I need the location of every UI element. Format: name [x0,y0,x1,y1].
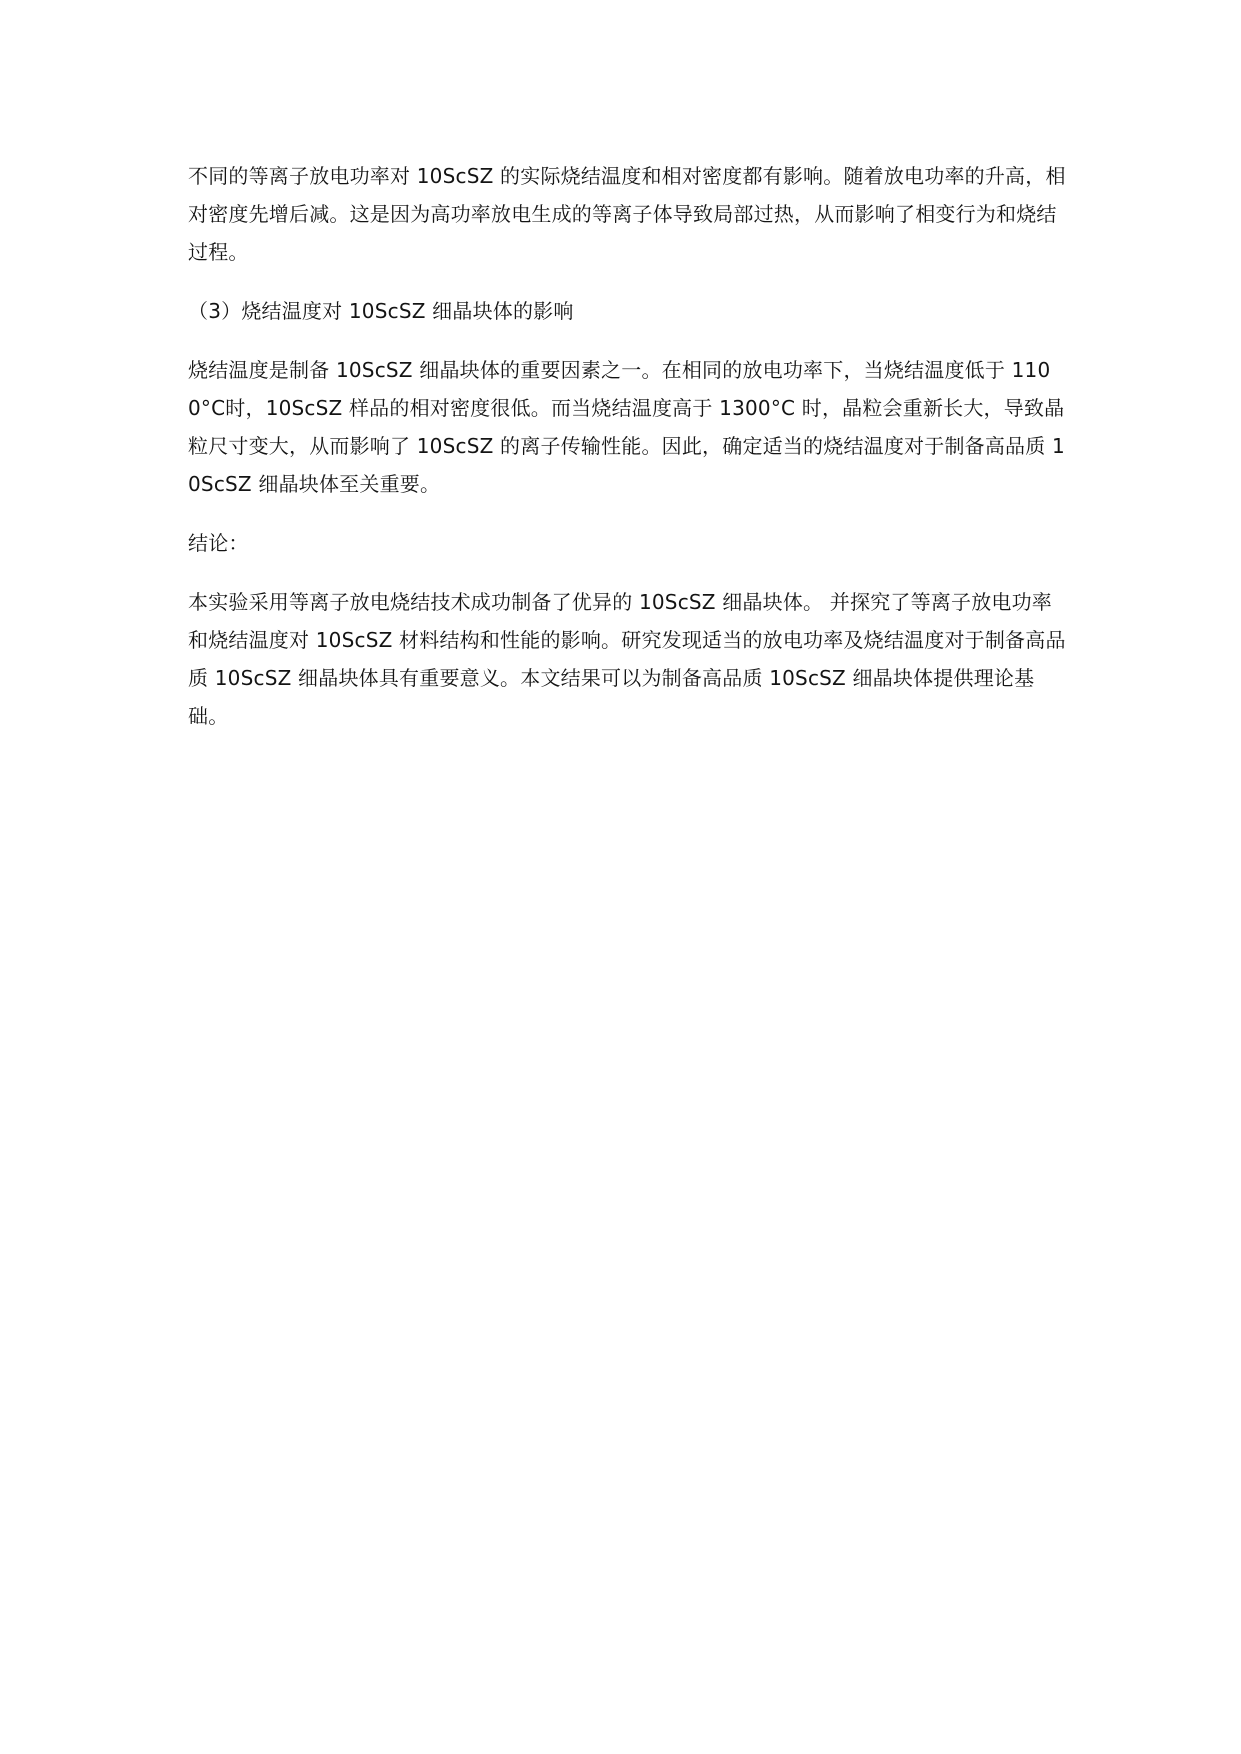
paragraph-spacer [188,271,1068,292]
section-heading-temperature: （3）烧结温度对 10ScSZ 细晶块体的影响 [188,299,574,323]
paragraph-power-effect: 不同的等离子放电功率对 10ScSZ 的实际烧结温度和相对密度都有影响。随着放电功率的升高，相对密度先增后减。这是因为高功率放电生成的等离子体导致局部过热，从而影响了相变行为和烧结过程。 [188,164,1066,264]
conclusion-heading: 结论： [188,531,249,555]
paragraph-spacer [188,503,1068,524]
paragraph-conclusion: 本实验采用等离子放电烧结技术成功制备了优异的 10ScSZ 细晶块体。 并探究了等离子放电功率和烧结温度对 10ScSZ 材料结构和性能的影响。研究发现适当的放电功率及烧结温度对于制备高品质 10ScSZ 细晶块体具有重要意义。本文结果可以为制备高品质 10ScSZ 细晶块体提供理论基础。 [188,590,1066,728]
document-body [188,157,1068,735]
paragraph-spacer [188,562,1068,583]
paragraph-spacer [188,330,1068,351]
paragraph-temperature-effect: 烧结温度是制备 10ScSZ 细晶块体的重要因素之一。在相同的放电功率下，当烧结温度低于 1100°C时，10ScSZ 样品的相对密度很低。而当烧结温度高于 1300°C 时，晶粒会重新长大，导致晶粒尺寸变大，从而影响了 10ScSZ 的离子传输性能。因此，确定适当的烧结温度对于制备高品质 10ScSZ 细晶块体至关重要。 [188,358,1065,496]
